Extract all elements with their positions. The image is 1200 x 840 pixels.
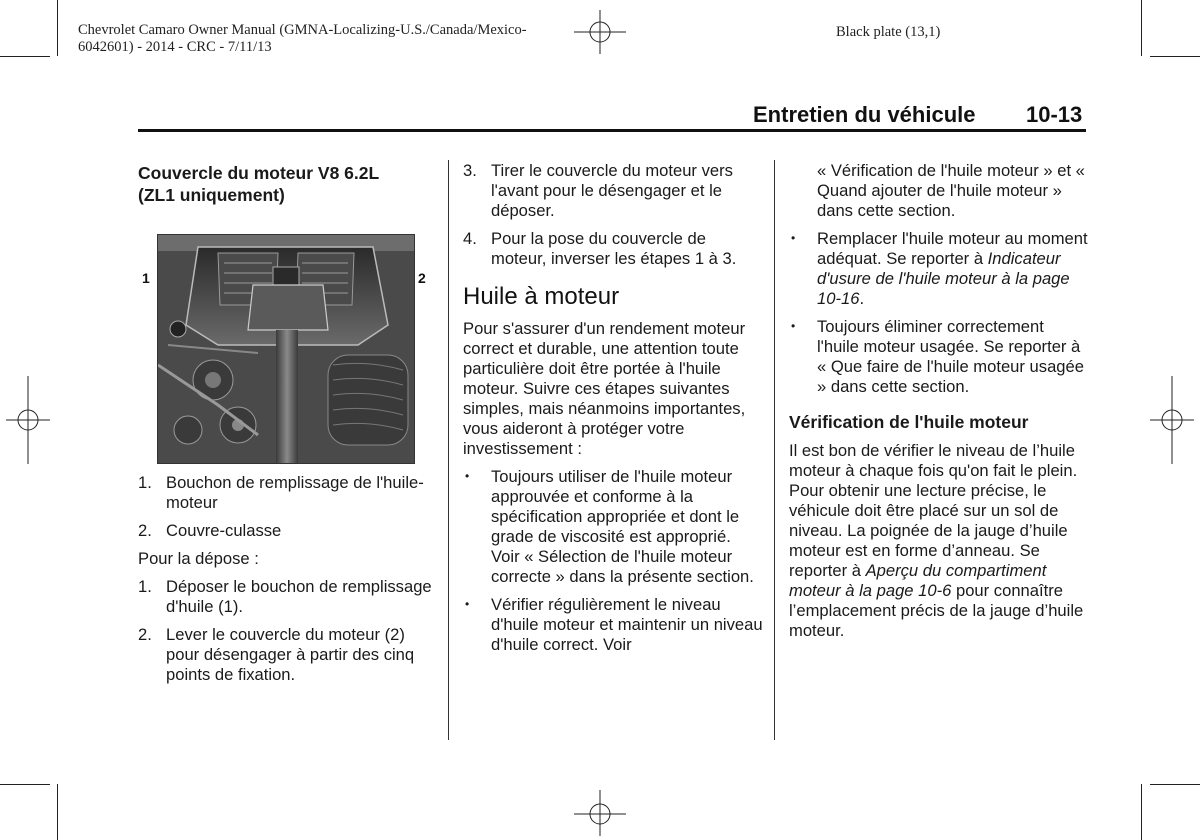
engine-cover-figure: [157, 234, 415, 464]
legend-item: 1. Bouchon de remplissage de l'huile-moteur: [138, 473, 424, 512]
slug-line-1: Chevrolet Camaro Owner Manual (GMNA-Localizing-U.S./Canada/Mexico-: [78, 22, 527, 38]
bullet-item: • Vérifier régulièrement le niveau d'huile moteur et maintenir un niveau d'huile correct. Voir: [465, 595, 763, 654]
column-divider: [448, 160, 449, 740]
crop-mark: [1150, 56, 1200, 57]
bullet-item: • Toujours utiliser de l'huile moteur approuvée et conforme à la spécification appropriée et dont le grade de viscosité est approprié. Voir « Sélection de l'huile moteur correcte » dans la présente section.: [465, 467, 754, 586]
oil-intro: Pour s'assurer d'un rendement moteur correct et durable, une attention toute particulière doit être portée à l'huile moteur. Suivre ces étapes suivantes simples, mais néanmoins importantes, vous aideront à protéger votre investissement :: [463, 319, 746, 458]
cross-reference-link[interactable]: Aperçu du compartiment moteur à la page 10-6: [789, 561, 1047, 600]
column-1-lower: [138, 473, 438, 693]
step-item: 3. Tirer le couvercle du moteur vers l'avant pour le désengager et le déposer.: [463, 161, 733, 220]
cover-heading-line2: (ZL1 uniquement): [138, 185, 285, 205]
figure-callout-1: 1: [142, 270, 150, 286]
registration-mark-top: [574, 10, 626, 54]
slug-line-2: 6042601) - 2014 - CRC - 7/11/13: [78, 39, 272, 55]
oil-heading: Huile à moteur: [463, 283, 620, 310]
cover-heading-line1: Couvercle du moteur V8 6.2L: [138, 163, 380, 183]
column-3: [789, 161, 1089, 649]
column-divider: [774, 160, 775, 740]
header-rule: [138, 129, 1086, 132]
page-number: 10-13: [1026, 102, 1083, 127]
crop-mark: [57, 0, 58, 56]
crop-mark: [1150, 784, 1200, 785]
step-item: 1. Déposer le bouchon de remplissage d'huile (1).: [138, 577, 432, 616]
figure-callout-2: 2: [418, 270, 426, 286]
step-item: 4. Pour la pose du couvercle de moteur, inverser les étapes 1 à 3.: [463, 229, 737, 268]
crop-mark: [57, 784, 58, 840]
oil-check-heading: Vérification de l'huile moteur: [789, 412, 1029, 432]
bullet-item: • Toujours éliminer correctement l'huile moteur usagée. Se reporter à « Que faire de l'huile moteur usagée » dans cette section.: [791, 317, 1084, 396]
bullet-continued: « Vérification de l'huile moteur » et « Quand ajouter de l'huile moteur » dans cette section.: [817, 161, 1085, 220]
crop-mark: [1141, 784, 1142, 840]
bullet-item: • Remplacer l'huile moteur au moment adéquat. Se reporter à Indicateur d'usure de l'huile moteur à la page 10-16.: [791, 229, 1088, 308]
crop-mark: [1141, 0, 1142, 56]
cross-reference-link[interactable]: Indicateur d'usure de l'huile moteur à la page 10-16: [817, 249, 1070, 308]
column-2: [463, 161, 763, 663]
registration-mark-bottom: [574, 790, 626, 836]
legend-item: 2. Couvre-culasse: [138, 521, 282, 540]
step-item: 2. Lever le couvercle du moteur (2) pour désengager à partir des cinq points de fixation.: [138, 625, 415, 684]
registration-mark-left: [6, 376, 50, 464]
column-1: [138, 162, 438, 206]
crop-mark: [0, 56, 50, 57]
removal-intro: Pour la dépose :: [138, 549, 259, 568]
registration-mark-right: [1150, 376, 1194, 464]
plate-label: Black plate (13,1): [836, 24, 941, 40]
section-title: Entretien du véhicule: [753, 102, 976, 127]
oil-check-paragraph: Il est bon de vérifier le niveau de l’huile moteur à chaque fois qu'on fait le plein. Pour obtenir une lecture précise, le véhicule doit être placé sur un sol de niveau. La poignée de la jauge d’huile moteur est en forme d’anneau. Se reporter à Aperçu du compartiment moteur à la page 10-6 pour connaître l’emplacement précis de la jauge d’huile moteur.: [789, 441, 1084, 640]
crop-mark: [0, 784, 50, 785]
